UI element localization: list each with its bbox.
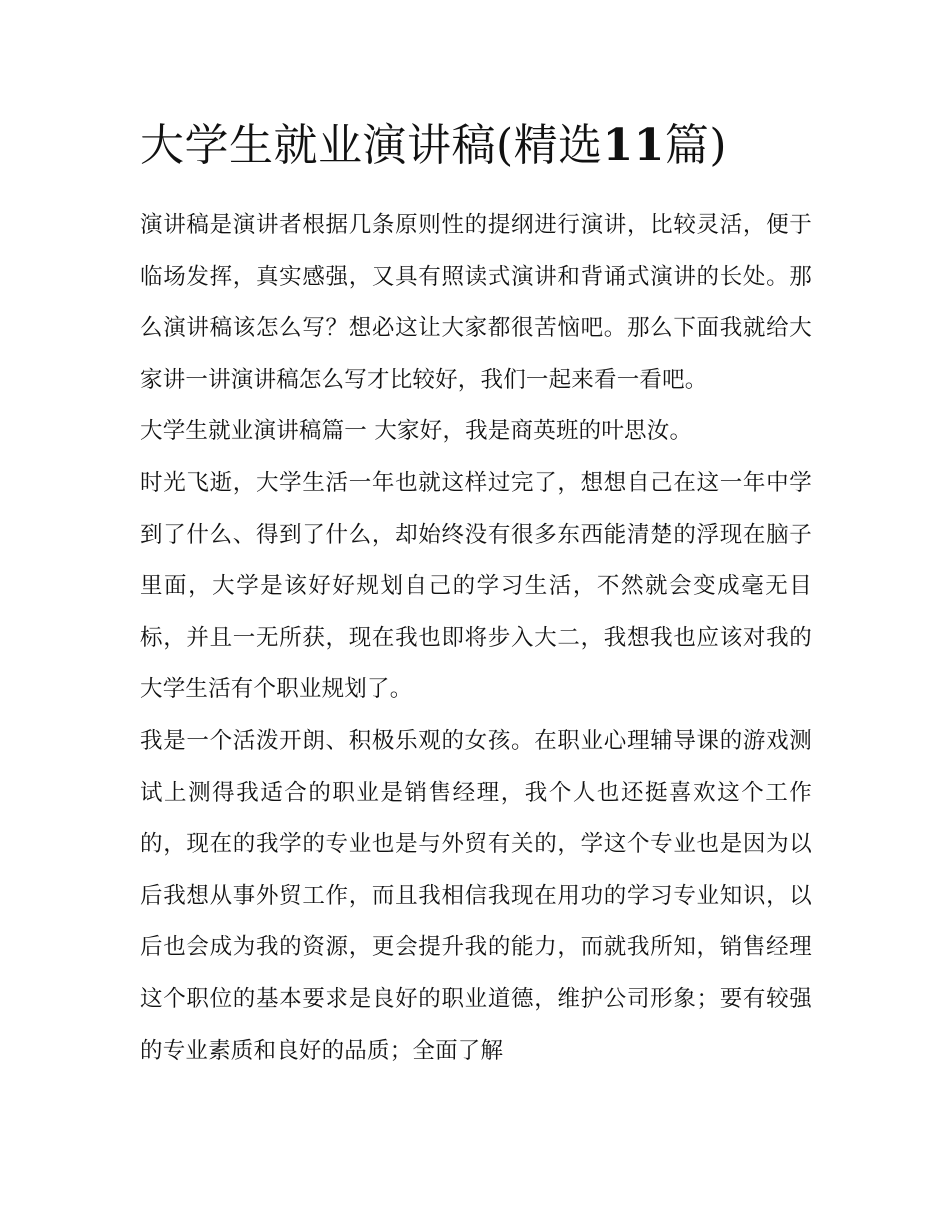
title-number: 11 xyxy=(602,120,665,171)
document-body xyxy=(140,200,812,1077)
paragraph-intro: 演讲稿是演讲者根据几条原则性的提纲进行演讲，比较灵活，便于临场发挥，真实感强，又具有照读式演讲和背诵式演讲的长处。那么演讲稿该怎么写？想必这让大家都很苦恼吧。那么下面我就给大家讲一讲演讲稿怎么写才比较好，我们一起来看一看吧。 xyxy=(140,212,812,393)
paragraph-section-heading: 大学生就业演讲稿篇一 大家好，我是商英班的叶思汝。 xyxy=(140,418,693,445)
page-title xyxy=(140,118,830,174)
title-suffix: 篇) xyxy=(664,120,728,171)
paragraph-reflection: 时光飞逝，大学生活一年也就这样过完了，想想自己在这一年中学到了什么、得到了什么，却始终没有很多东西能清楚的浮现在脑子里面，大学是该好好规划自己的学习生活，不然就会变成毫无目标，并且一无所获，现在我也即将步入大二，我想我也应该对我的大学生活有个职业规划了。 xyxy=(140,469,812,703)
title-prefix: 大学生就业演讲稿(精选 xyxy=(140,120,603,171)
paragraph-career: 我是一个活泼开朗、积极乐观的女孩。在职业心理辅导课的游戏测试上测得我适合的职业是销售经理，我个人也还挺喜欢这个工作的，现在的我学的专业也是与外贸有关的，学这个专业也是因为以后我想从事外贸工作，而且我相信我现在用功的学习专业知识，以后也会成为我的资源，更会提升我的能力，而就我所知，销售经理这个职位的基本要求是良好的职业道德，维护公司形象；要有较强的专业素质和良好的品质；全面了解 xyxy=(140,727,812,1064)
